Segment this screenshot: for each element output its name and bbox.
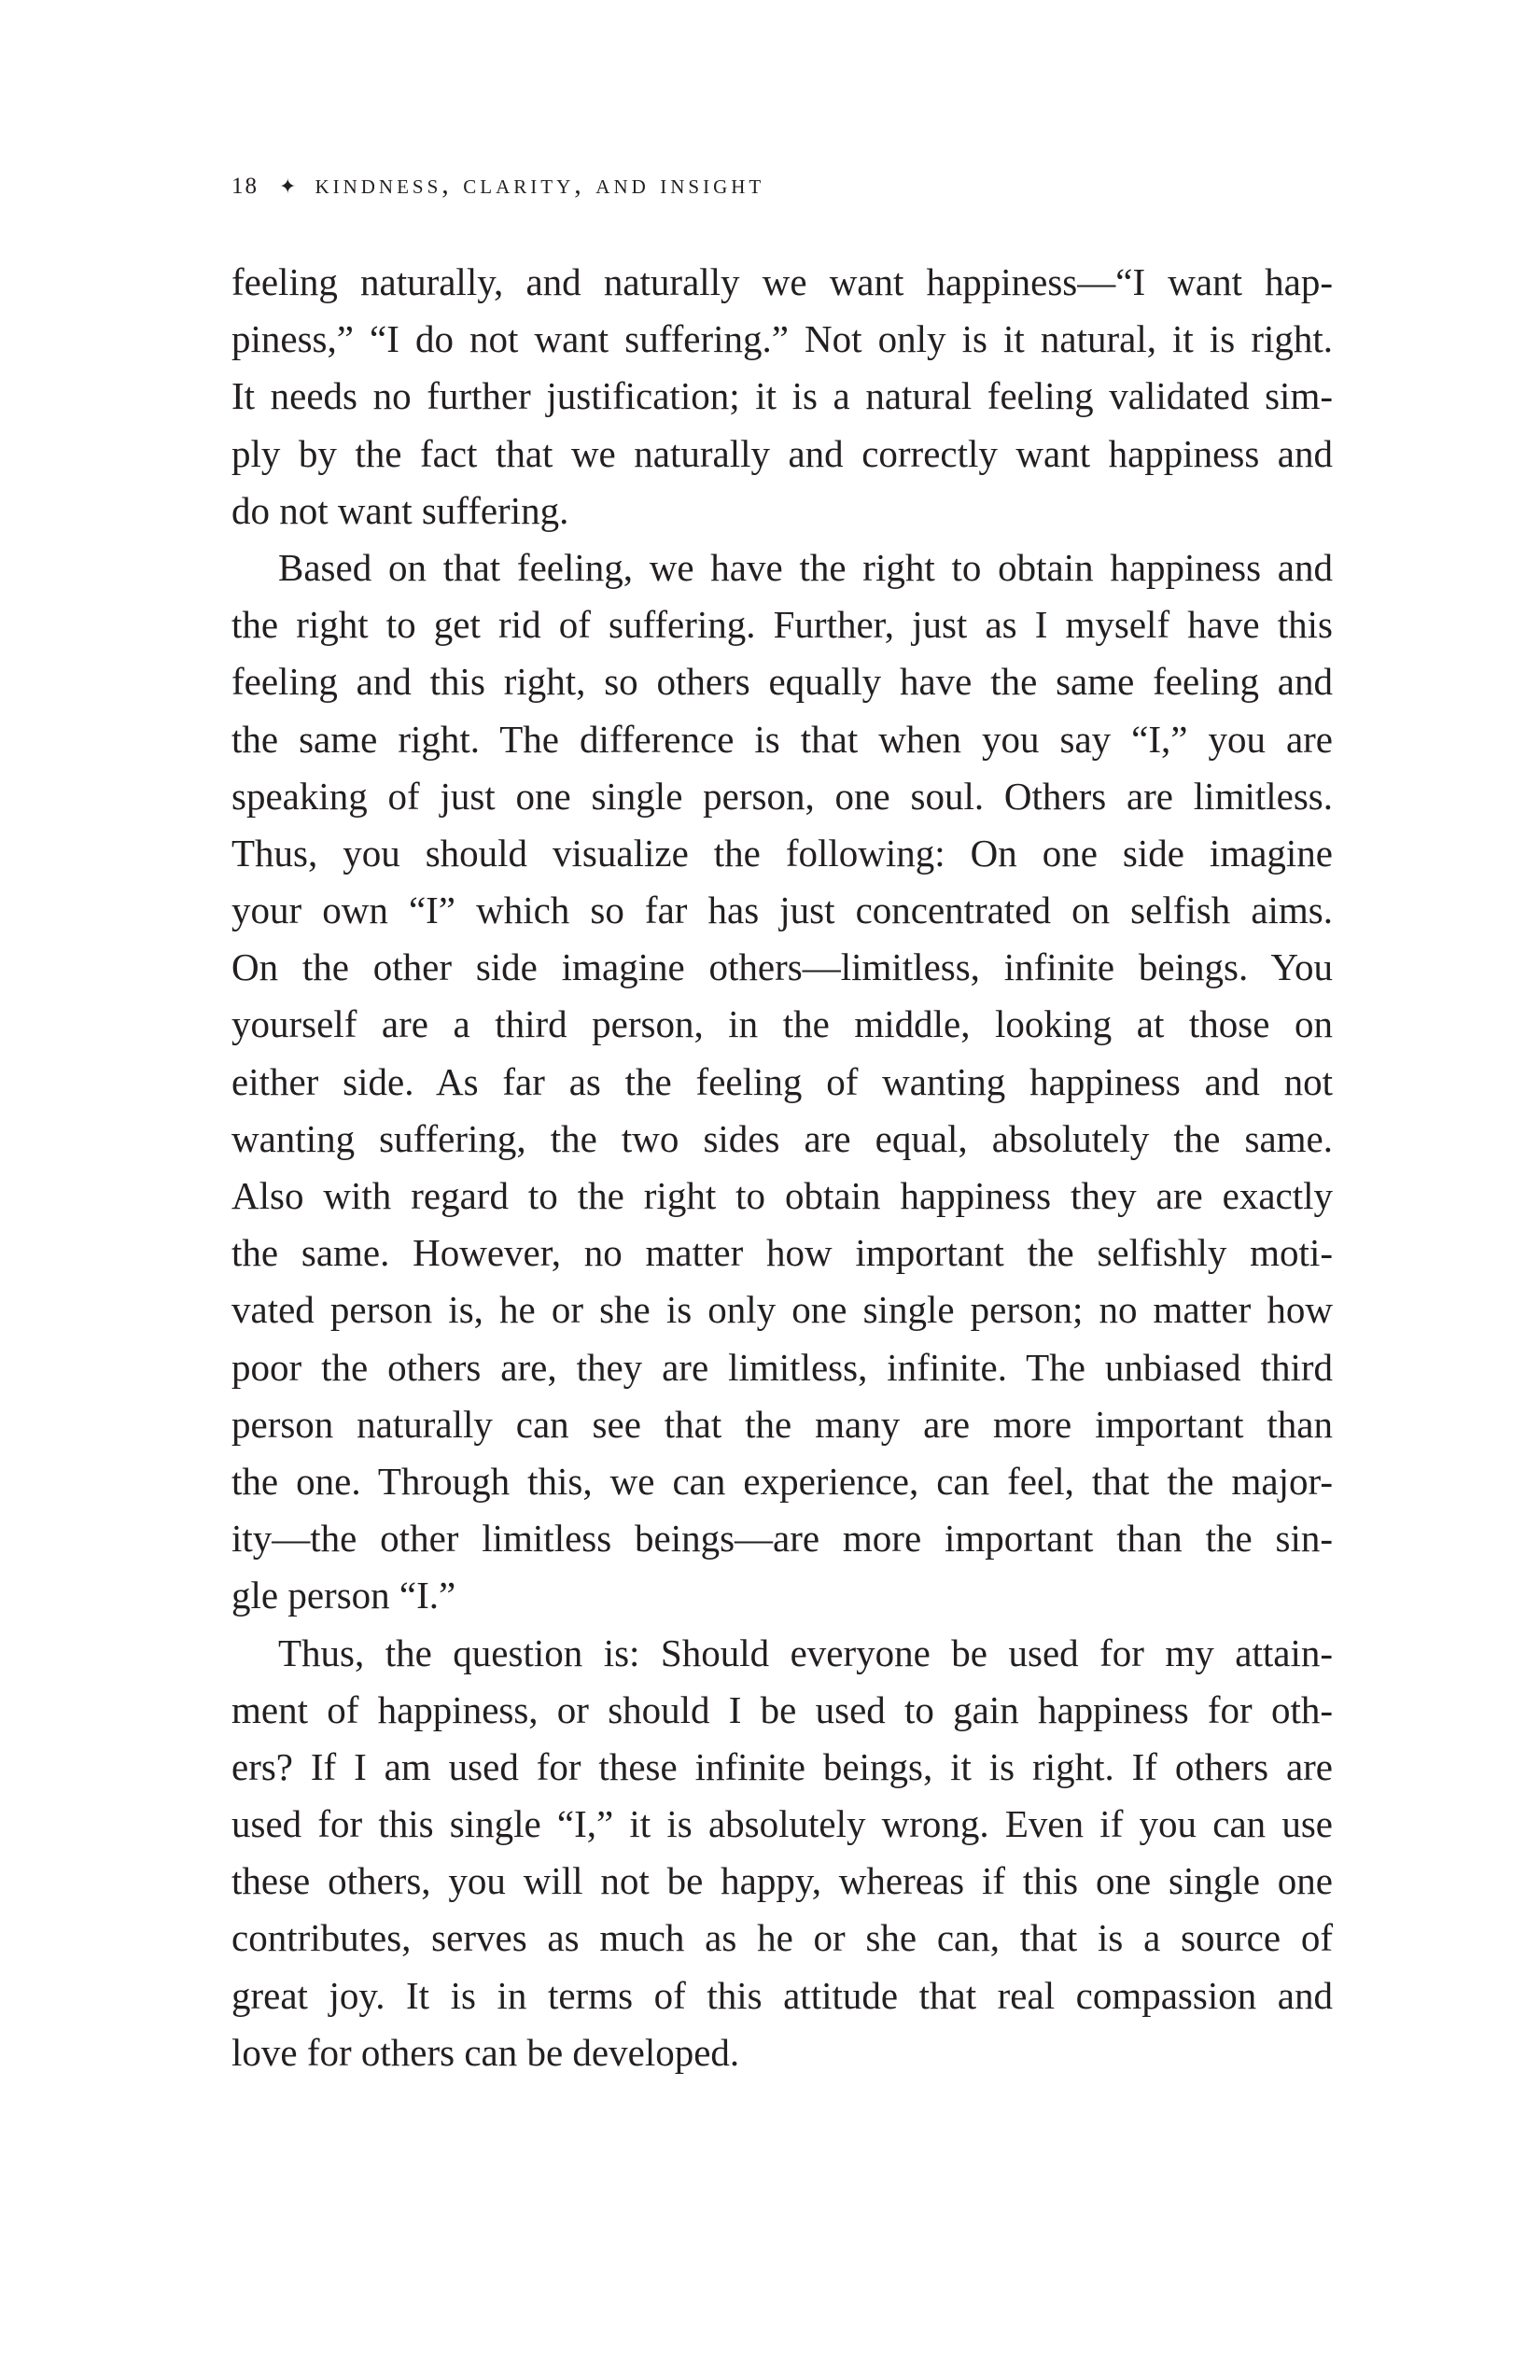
text-line: poor the others are, they are limitless, infinite. The unbiased third [231,1345,1333,1389]
text-line: Thus, you should visualize the following: On one side imagine [231,831,1333,875]
page-number: 18 [231,174,259,199]
text-line: It needs no further justification; it is a natural feeling validated sim- [231,374,1333,418]
text-line: the same. However, no matter how important the selfishly moti- [231,1231,1333,1275]
text-line: ers? If I am used for these infinite beings, it is right. If others are [231,1744,1333,1788]
text-line: great joy. It is in terms of this attitude that real compassion and [231,1973,1333,2017]
paragraph-start-line: Based on that feeling, we have the right to obtain happiness and [278,545,1333,589]
text-line: Also with regard to the right to obtain happiness they are exactly [231,1174,1333,1217]
text-line: ity—the other limitless beings—are more important than the sin- [231,1517,1333,1561]
text-line: contributes, serves as much as he or she can, that is a source of [231,1916,1333,1960]
text-line: your own “I” which so far has just concentrated on selfish aims. [231,889,1333,932]
text-line: yourself are a third person, in the middle, looking at those on [231,1002,1333,1046]
text-line: person naturally can see that the many are more important than [231,1402,1333,1446]
paragraph-end-line: gle person “I.” [231,1574,456,1617]
text-line: feeling naturally, and naturally we want happiness—“I want hap- [231,260,1333,303]
text-line: used for this single “I,” it is absolutely wrong. Even if you can use [231,1802,1333,1846]
text-line: vated person is, he or she is only one single person; no matter how [231,1288,1333,1332]
ornament-star-icon: ✦ [279,175,297,198]
text-line: speaking of just one single person, one soul. Others are limitless. [231,774,1333,818]
running-title: kindness, clarity, and insight [315,169,765,200]
text-line: these others, you will not be happy, whereas if this one single one [231,1859,1333,1903]
paragraph-end-line: do not want suffering. [231,488,569,532]
text-line: ply by the fact that we naturally and correctly want happiness and [231,431,1333,475]
paragraph-start-line: Thus, the question is: Should everyone be used for my attain- [278,1631,1333,1674]
text-line: wanting suffering, the two sides are equal, absolutely the same. [231,1116,1333,1160]
text-line: the same right. The difference is that when you say “I,” you are [231,717,1333,761]
running-head [231,166,1333,203]
text-line: piness,” “I do not want suffering.” Not only is it natural, it is right. [231,317,1333,361]
text-line: either side. As far as the feeling of wanting happiness and not [231,1059,1333,1103]
paragraph-end-line: love for others can be developed. [231,2030,740,2074]
body-text [231,254,1333,2081]
text-line: feeling and this right, so others equally have the same feeling and [231,660,1333,704]
text-line: On the other side imagine others—limitless, infinite beings. You [231,945,1333,989]
text-line: ment of happiness, or should I be used to gain happiness for oth- [231,1687,1333,1731]
text-line: the right to get rid of suffering. Further, just as I myself have this [231,603,1333,647]
text-line: the one. Through this, we can experience, can feel, that the major- [231,1459,1333,1503]
